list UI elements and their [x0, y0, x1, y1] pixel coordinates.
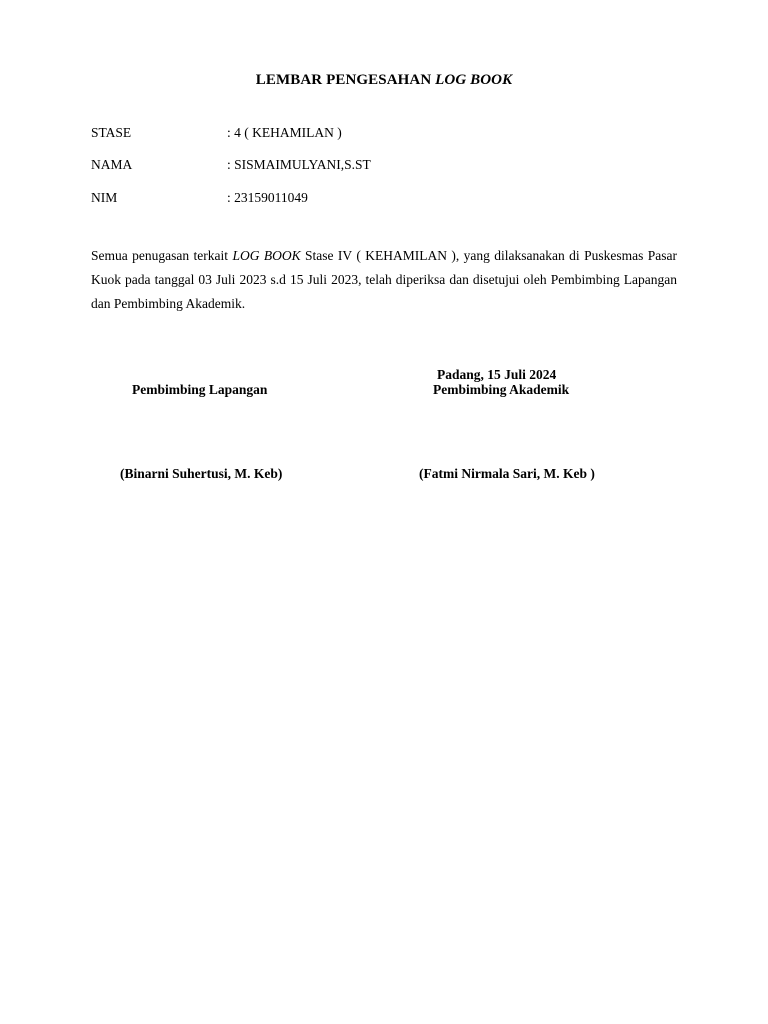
field-value-stase: : 4 ( KEHAMILAN ) [227, 125, 342, 140]
approval-paragraph [91, 244, 677, 316]
field-label-nama: NAMA [91, 157, 133, 172]
field-value-nim: : 23159011049 [227, 190, 308, 205]
field-value-nama: : SISMAIMULYANI,S.ST [227, 157, 371, 172]
field-supervisor-name: (Binarni Suhertusi, M. Keb) [120, 466, 283, 481]
field-nama [91, 156, 371, 174]
paragraph-text-1: Semua penugasan terkait [91, 248, 233, 263]
place-date: Padang, 15 Juli 2024 [437, 367, 557, 382]
page-title [0, 72, 768, 89]
field-label-nim: NIM [91, 190, 118, 205]
field-nim [91, 189, 308, 207]
field-label-stase: STASE [91, 125, 132, 140]
field-stase [91, 124, 342, 142]
academic-supervisor-role: Pembimbing Akademik [433, 382, 570, 397]
field-supervisor-role: Pembimbing Lapangan [132, 382, 268, 397]
paragraph-text-2: Stase IV ( KEHAMILAN ), yang dilaksanakan di Puskesmas Pasar Kuok pada tanggal 03 Juli 2023 s.d 15 Juli 2023, telah diperiksa dan disetujui oleh Pembimbing Lapangan dan Pembimbing Akademik. [91, 248, 677, 311]
academic-supervisor-name: (Fatmi Nirmala Sari, M. Keb ) [419, 466, 595, 481]
title-text: LEMBAR PENGESAHAN [255, 72, 436, 88]
title-italic-text: LOG BOOK [435, 72, 513, 88]
paragraph-italic-text: LOG BOOK [232, 248, 301, 263]
